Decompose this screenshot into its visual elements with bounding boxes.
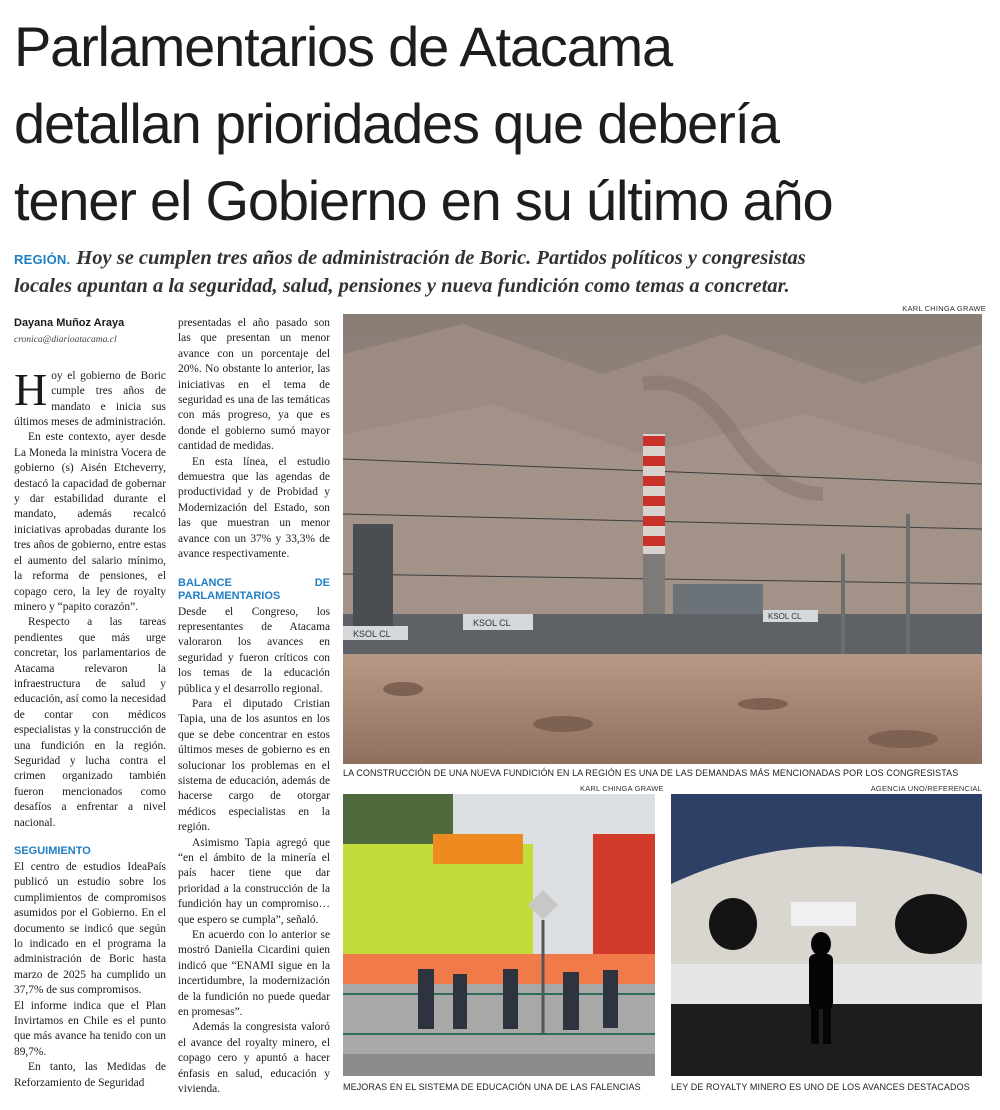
paragraph: En acuerdo con lo anterior se mostró Daniella Cicardini quien indicó que “ENAMI sigue en la incertidumbre, la modernización de la fundición no puede quedar en promesas”. bbox=[178, 929, 330, 1019]
photo-smelter bbox=[343, 314, 982, 764]
byline-author: Dayana Muñoz Araya bbox=[14, 317, 125, 329]
photo-credit-school: KARL CHINGA GRAWE bbox=[580, 784, 664, 793]
lead-line-1: Hoy se cumplen tres años de administración de Boric. Partidos políticos y congresistas bbox=[76, 247, 806, 269]
paragraph: Respecto a las tareas pendientes que más urge concretar, los parlamentarios de Atacama relevaron la infraestructura de salud y educación, así como la necesidad de contar con médicos especialistas y la construcción de una fundición en la región. Seguridad y lucha contra el crimen organizado también fueron mencionados como desafíos a enfrentar a nivel nacional. bbox=[14, 616, 166, 829]
photo-credit-main: KARL CHINGA GRAWE bbox=[902, 304, 986, 313]
article-column-2 bbox=[178, 316, 330, 1098]
headline-line-1: Parlamentarios de Atacama bbox=[14, 15, 672, 78]
headline bbox=[14, 8, 989, 239]
sign-ksol-1: KSOL CL bbox=[473, 618, 511, 628]
lead-line-2: locales apuntan a la seguridad, salud, pensiones y nueva fundición como temas a concretar. bbox=[14, 275, 790, 297]
paragraph: En tanto, las Medidas de Reforzamiento de Seguridad bbox=[14, 1061, 166, 1089]
headline-line-2: detallan prioridades que debería bbox=[14, 92, 779, 155]
sign-ksol-2: KSOL CL bbox=[353, 629, 391, 639]
subheading-seguimiento: SEGUIMIENTO bbox=[14, 845, 91, 857]
photo-school bbox=[343, 794, 655, 1076]
paragraph: En esta línea, el estudio demuestra que las agendas de productividad y de Probidad y Modernización del Estado, son las que muestran un menor avance con un 37% y 33,3% de avance respectivamente. bbox=[178, 455, 330, 561]
caption-main: LA CONSTRUCCIÓN DE UNA NUEVA FUNDICIÓN EN LA REGIÓN ES UNA DE LAS DEMANDAS MÁS MENCIONADAS POR LOS CONGRESISTAS bbox=[343, 768, 959, 778]
sign-ksol-3: KSOL CL bbox=[768, 612, 802, 621]
caption-tunnel: LEY DE ROYALTY MINERO ES UNO DE LOS AVANCES DESTACADOS bbox=[671, 1082, 970, 1092]
paragraph: En este contexto, ayer desde La Moneda la ministra Vocera de gobierno (s) Aisén Etcheverry, destacó la capacidad de gobernar y dar estabilidad durante el mandato, además recalcó iniciativas aprobadas durante los tres años de gobierno, entre estas el aumento del salario mínimo, la reforma de pensiones, el copago cero, la ley de royalty minero y “papito corazón”. bbox=[14, 431, 166, 613]
paragraph: Asimismo Tapia agregó que “en el ámbito de la minería el país hacer tiene que dar prioridad a la construcción de la fundición hay un compromiso… que espero se cumpla”, señaló. bbox=[178, 836, 330, 926]
photo-tunnel bbox=[671, 794, 982, 1076]
photo-credit-tunnel: AGENCIA UNO/REFERENCIAL bbox=[870, 784, 982, 793]
paragraph: presentadas el año pasado son las que presentan un menor avance con un porcentaje del 20%. No obstante lo anterior, las iniciativas en el tema de seguridad es una de las temáticas con más progreso, ya que es donde el gobierno sumó mayor cantidad de medidas. bbox=[178, 317, 330, 453]
dropcap: H bbox=[14, 363, 48, 415]
paragraph: Además la congresista valoró el avance del royalty minero, el copago cero y apuntó a hacer énfasis en salud, educación y vivienda. bbox=[178, 1021, 330, 1096]
headline-line-3: tener el Gobierno en su último año bbox=[14, 169, 833, 232]
subheading-balance: BALANCE DE PARLAMENTARIOS bbox=[178, 576, 330, 602]
article-column-1 bbox=[14, 316, 166, 1091]
paragraph: El informe indica que el Plan Invirtamos en Chile es el punto que más avance ha tenido con un 89,7%. bbox=[14, 999, 166, 1058]
byline-email: cronica@diarioatacama.cl bbox=[14, 335, 117, 346]
paragraph: Para el diputado Cristian Tapia, una de los asuntos en los que se debe concentrar en estos últimos meses de gobierno es en solucionar los problemas en el sistema de educación, además de hacerse cargo de otorgar médicos especialistas en la región. bbox=[178, 697, 330, 834]
lead-paragraph bbox=[14, 245, 989, 300]
paragraph: Hoy el gobierno de Boric cumple tres años de mandato e inicia sus últimos meses de administración. bbox=[14, 363, 166, 429]
lead-kicker: REGIÓN. bbox=[14, 252, 71, 267]
paragraph: El centro de estudios IdeaPaís publicó un estudio sobre los cumplimientos de compromisos asumidos por el Gobierno. En el documento se indicó que según lo indicado en el programa la administración de Boric hasta marzo de 2025 ha cumplido un 37,7% de sus compromisos. bbox=[14, 861, 166, 997]
caption-school: MEJORAS EN EL SISTEMA DE EDUCACIÓN UNA DE LAS FALENCIAS bbox=[343, 1082, 641, 1092]
paragraph: Desde el Congreso, los representantes de Atacama valoraron los avances en seguridad y fueron críticos con los temas de la educación pública y el desarrollo regional. bbox=[178, 605, 330, 695]
